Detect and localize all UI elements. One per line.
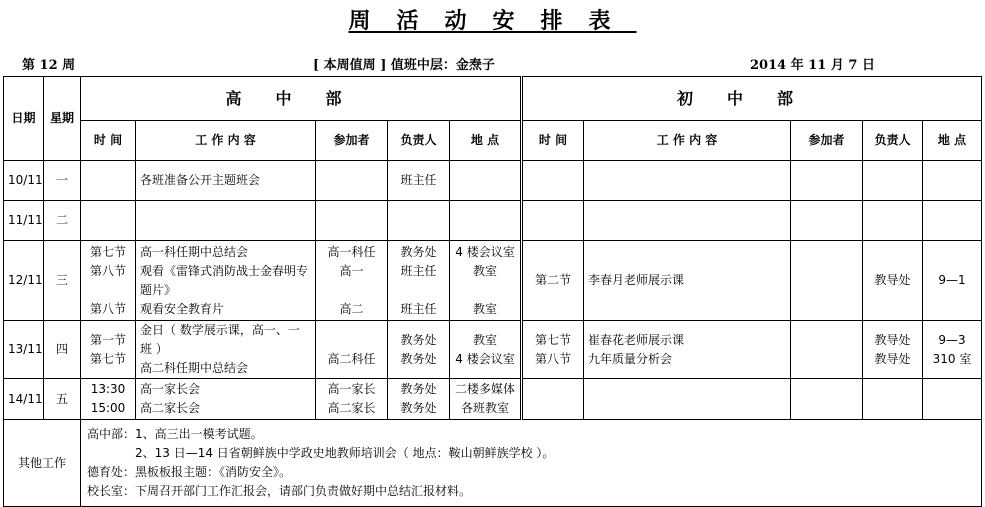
- mid-location-cell: [923, 379, 982, 420]
- high-location-cell-line: 教室: [473, 263, 498, 278]
- mid-location-cell-line: 9—3: [938, 332, 966, 347]
- high-time-cell: [81, 241, 136, 321]
- high-content-cell-line: 高一家长会: [140, 382, 201, 396]
- high-location-cell-line: 4 楼会议室: [455, 244, 515, 259]
- high-responsible-cell: [388, 201, 450, 241]
- high-responsible-cell-line: 班主任: [400, 301, 437, 316]
- high-responsible-cell-line: 教务处: [400, 382, 437, 396]
- high-content-cell-line: 题片》: [140, 282, 177, 297]
- schedule-row: [4, 241, 982, 321]
- high-content-cell-line: 各班准备公开主题班会: [140, 173, 261, 187]
- high-content-cell: [136, 201, 316, 241]
- mid-content-cell: [584, 161, 791, 201]
- other-work-label: 其他工作: [4, 420, 81, 507]
- schedule-row: [4, 161, 982, 201]
- mid-responsible-cell-line: 教导处: [874, 351, 911, 366]
- high-participants-cell-line: 高一: [339, 263, 364, 278]
- mid-responsible-cell: [863, 379, 923, 420]
- high-participants-cell-line: 高一家长: [327, 382, 376, 396]
- high-participants-cell-line: [320, 331, 383, 350]
- high-participants-cell-line: 高二科任: [327, 351, 376, 366]
- other-work-notes: [81, 420, 982, 507]
- mid-time-cell: [522, 379, 584, 420]
- high-location-cell: [450, 379, 522, 420]
- high-content-cell-line: 高二科任期中总结会: [140, 361, 249, 375]
- high-participants-cell: [316, 161, 388, 201]
- weekday-cell: 五: [44, 379, 81, 420]
- schedule-row: [4, 321, 982, 379]
- high-content-cell: [136, 241, 316, 321]
- high-participants-cell: [316, 321, 388, 379]
- date-cell: 14/11: [4, 379, 44, 420]
- high-responsible-cell-line: 教务处: [400, 332, 437, 347]
- high-location-cell-line: 二楼多媒体: [455, 382, 516, 396]
- high-participants-cell-line: [320, 281, 383, 300]
- date-cell: 12/11: [4, 241, 44, 321]
- col-date-header: 日期: [4, 77, 44, 161]
- high-responsible-cell-line: 班主任: [400, 173, 437, 187]
- mid-content-cell: [584, 321, 791, 379]
- high-time-cell-line: [85, 281, 131, 300]
- high-time-cell: [81, 321, 136, 379]
- high-location-cell-line: 4 楼会议室: [455, 351, 515, 366]
- high-location-header: 地 点: [450, 121, 522, 161]
- weekday-cell: 一: [44, 161, 81, 201]
- high-section-header: 高中部: [81, 77, 522, 121]
- mid-content-cell: [584, 201, 791, 241]
- high-time-cell: [81, 161, 136, 201]
- high-responsible-cell: [388, 161, 450, 201]
- high-responsible-cell-line: 教务处: [400, 244, 437, 259]
- high-content-header: 工 作 内 容: [136, 121, 316, 161]
- high-responsible-cell: [388, 241, 450, 321]
- mid-content-cell-line: 李春月老师展示课: [588, 273, 685, 287]
- high-time-header: 时 间: [81, 121, 136, 161]
- other-work-line: 德育处：黑板板报主题：《消防安全》。: [87, 465, 292, 479]
- high-time-cell: [81, 379, 136, 420]
- high-responsible-cell-line: 教务处: [400, 351, 437, 366]
- page-title: 周活动安排表: [348, 8, 637, 34]
- col-weekday-header: 星期: [44, 77, 81, 161]
- mid-content-header: 工 作 内 容: [584, 121, 791, 161]
- mid-content-cell-line: 九年质量分析会: [588, 351, 673, 366]
- high-location-cell: [450, 241, 522, 321]
- date-cell: 10/11: [4, 161, 44, 201]
- high-time-cell-line: 第一节: [89, 332, 126, 347]
- weekday-cell: 二: [44, 201, 81, 241]
- mid-location-cell: [923, 321, 982, 379]
- high-participants-cell-line: 高二: [339, 301, 364, 316]
- mid-responsible-cell-line: 教导处: [874, 332, 911, 347]
- date-cell: 11/11: [4, 201, 44, 241]
- mid-time-cell-line: 第七节: [535, 332, 572, 347]
- high-participants-cell: [316, 241, 388, 321]
- high-time-cell-line: 第八节: [89, 301, 126, 316]
- mid-participants-cell: [791, 321, 863, 379]
- high-location-cell: [450, 201, 522, 241]
- mid-responsible-cell: [863, 241, 923, 321]
- mid-content-cell: [584, 379, 791, 420]
- mid-location-cell-line: 310 室: [932, 351, 972, 366]
- schedule-row: [4, 201, 982, 241]
- mid-content-cell: [584, 241, 791, 321]
- high-participants-cell-line: 高一科任: [327, 244, 376, 259]
- mid-time-cell: [522, 241, 584, 321]
- schedule-row: [4, 379, 982, 420]
- mid-location-cell-line: 9—1: [938, 273, 966, 287]
- high-location-cell: [450, 161, 522, 201]
- duty-info: [ 本周值周 ] 值班中层：金焘子: [313, 58, 495, 73]
- mid-location-cell: [923, 161, 982, 201]
- high-time-cell: [81, 201, 136, 241]
- mid-location-cell: [923, 241, 982, 321]
- high-responsible-cell-line: [392, 281, 445, 300]
- high-content-cell-line: 金日（ 数学展示课，高一、一班 ）: [140, 323, 300, 356]
- mid-participants-cell: [791, 379, 863, 420]
- high-responsible-cell-line: 教务处: [400, 401, 437, 415]
- high-location-cell: [450, 321, 522, 379]
- high-time-cell-line: 15:00: [90, 401, 126, 415]
- date-cell: 13/11: [4, 321, 44, 379]
- mid-participants-cell: [791, 201, 863, 241]
- high-participants-cell: [316, 379, 388, 420]
- mid-time-header: 时 间: [522, 121, 584, 161]
- high-content-cell-line: 高二家长会: [140, 401, 201, 415]
- mid-responsible-cell: [863, 321, 923, 379]
- report-date: 2014 年 11 月 7 日: [750, 58, 875, 73]
- high-responsible-cell: [388, 379, 450, 420]
- other-work-line: 高中部：1、高三出一模考试题。: [87, 427, 263, 441]
- schedule-table: [3, 76, 982, 507]
- high-participants-cell-line: 高二家长: [327, 401, 376, 415]
- high-content-cell-line: 高一科任期中总结会: [140, 244, 249, 259]
- high-content-cell: [136, 321, 316, 379]
- high-location-cell-line: 各班教室: [461, 401, 510, 415]
- high-time-cell-line: 第七节: [89, 351, 126, 366]
- other-work-line: 校长室：下周召开部门工作汇报会，请部门负责做好期中总结汇报材料。: [87, 484, 472, 498]
- mid-participants-header: 参加者: [791, 121, 863, 161]
- middle-section-header: 初中部: [522, 77, 982, 121]
- mid-responsible-header: 负责人: [863, 121, 923, 161]
- high-participants-cell: [316, 201, 388, 241]
- other-work-line: 2、13 日—14 日省朝鲜族中学政史地教师培训会（ 地点：鞍山朝鲜族学校 ）。: [135, 446, 555, 460]
- week-number: 第 12 周: [22, 58, 76, 73]
- high-content-cell: [136, 161, 316, 201]
- high-time-cell-line: 第七节: [89, 244, 126, 259]
- mid-responsible-cell: [863, 161, 923, 201]
- mid-time-cell: [522, 201, 584, 241]
- mid-time-cell: [522, 321, 584, 379]
- mid-content-cell-line: 崔春花老师展示课: [588, 332, 685, 347]
- high-content-cell-line: 观看《雷锋式消防战士金春明专: [140, 263, 309, 278]
- high-time-cell-line: 13:30: [90, 382, 126, 396]
- mid-location-cell: [923, 201, 982, 241]
- mid-responsible-cell: [863, 201, 923, 241]
- mid-participants-cell: [791, 161, 863, 201]
- mid-time-cell-line: 第八节: [535, 351, 572, 366]
- high-location-cell-line: 教室: [473, 332, 498, 347]
- high-participants-header: 参加者: [316, 121, 388, 161]
- high-responsible-cell: [388, 321, 450, 379]
- high-content-cell-line: 观看安全教育片: [140, 301, 225, 316]
- high-time-cell-line: 第八节: [89, 263, 126, 278]
- mid-responsible-cell-line: 教导处: [874, 273, 911, 287]
- high-responsible-cell-line: 班主任: [400, 263, 437, 278]
- mid-time-cell: [522, 161, 584, 201]
- high-location-cell-line: [454, 281, 516, 300]
- weekday-cell: 四: [44, 321, 81, 379]
- mid-location-header: 地 点: [923, 121, 982, 161]
- high-content-cell: [136, 379, 316, 420]
- weekday-cell: 三: [44, 241, 81, 321]
- mid-participants-cell: [791, 241, 863, 321]
- high-location-cell-line: 教室: [473, 301, 498, 316]
- high-responsible-header: 负责人: [388, 121, 450, 161]
- mid-time-cell-line: 第二节: [535, 273, 572, 287]
